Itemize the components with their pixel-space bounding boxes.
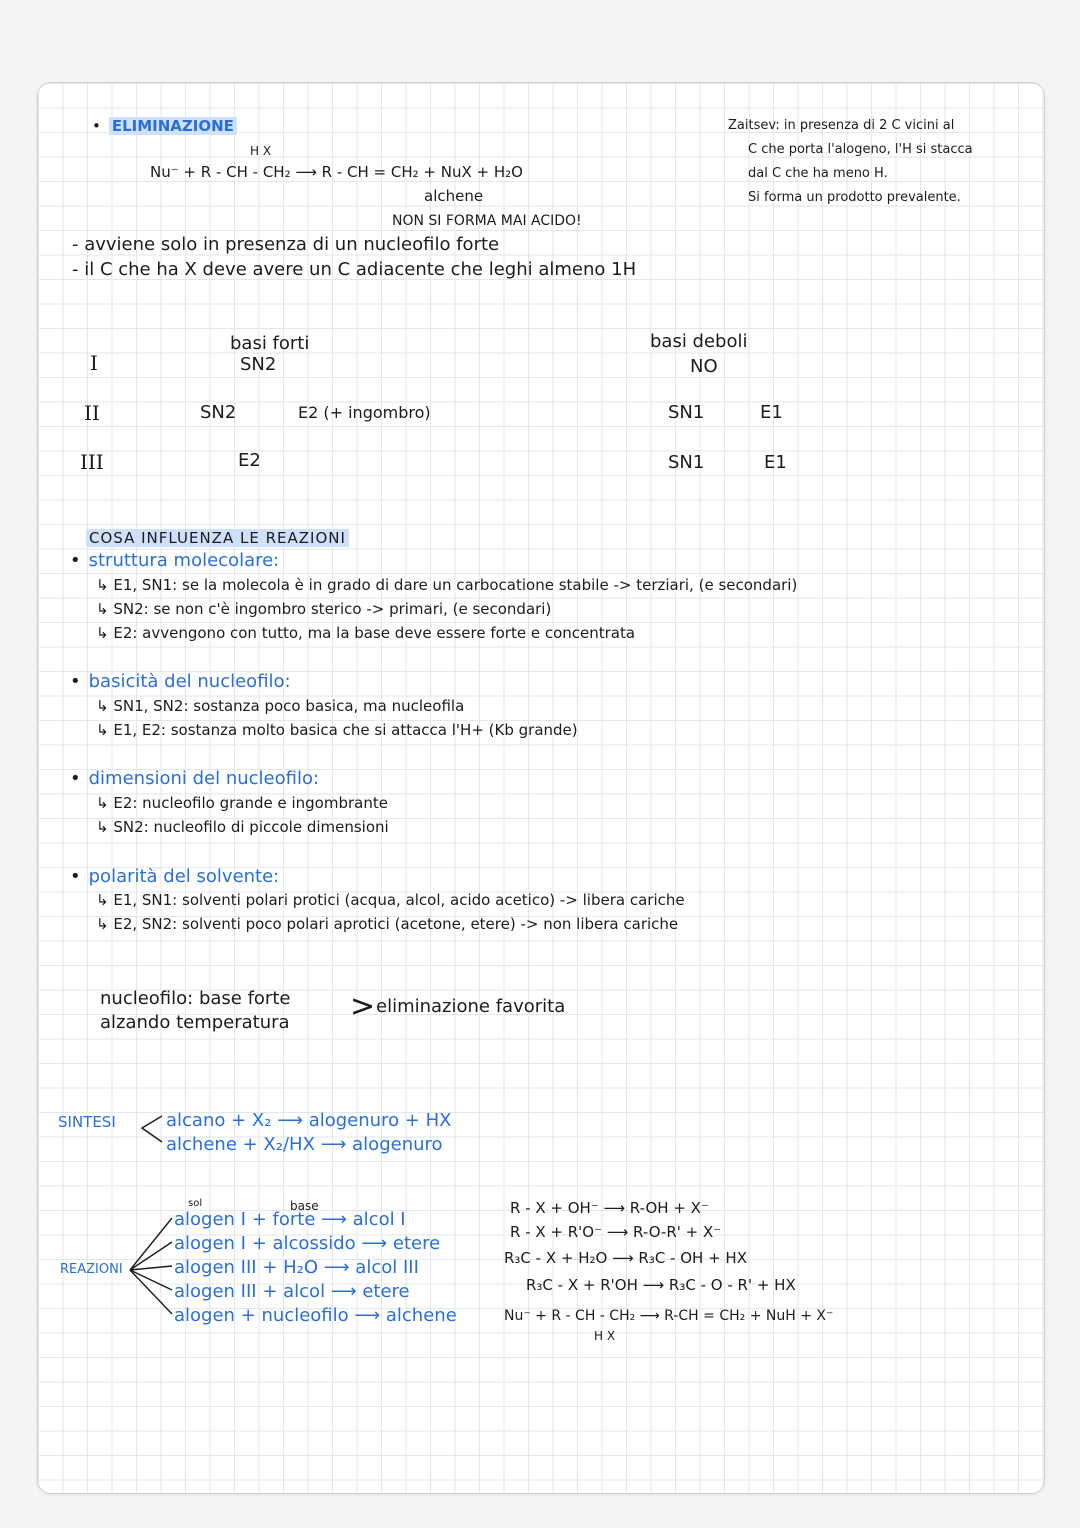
tertiary-weak-sn1: SN1 [668, 452, 705, 473]
sintesi-label: SINTESI [58, 1113, 116, 1131]
elimination-reaction: Nu⁻ + R - CH - CH₂ ⟶ R - CH = CH₂ + NuX + H₂O [150, 163, 523, 181]
equation-1: R - X + OH⁻ ⟶ R-OH + X⁻ [510, 1199, 709, 1217]
equation-4: R₃C - X + R'OH ⟶ R₃C - O - R' + HX [526, 1276, 796, 1294]
basicity-heading: • basicità del nucleofilo: [70, 671, 291, 693]
size-heading: • dimensioni del nucleofilo: [70, 768, 319, 790]
row-label-primary: I [90, 351, 98, 375]
equation-5: Nu⁻ + R - CH - CH₂ ⟶ R-CH = CH₂ + NuH + X⁻ [504, 1308, 834, 1324]
polarity-line-1: ↳ E1, SN1: solventi polari protici (acqua, alcol, acido acetico) -> libera cariche [96, 891, 685, 909]
reazioni-line-1: alogen I + forte ⟶ alcol I [174, 1209, 406, 1230]
primary-strong-sn2: SN2 [240, 354, 277, 375]
structure-line-3: ↳ E2: avvengono con tutto, ma la base deve essere forte e concentrata [96, 624, 636, 642]
equation-3: R₃C - X + H₂O ⟶ R₃C - OH + HX [504, 1249, 747, 1267]
size-line-1: ↳ E2: nucleofilo grande e ingombrante [96, 794, 388, 812]
structure-line-1: ↳ E1, SN1: se la molecola è in grado di dare un carbocatione stabile -> terziari, (e secondari) [96, 576, 798, 594]
reazioni-line-3: alogen III + H₂O ⟶ alcol III [174, 1257, 419, 1278]
polarity-heading: • polarità del solvente: [70, 866, 279, 888]
sintesi-line-1: alcano + X₂ ⟶ alogenuro + HX [166, 1110, 452, 1131]
equation-5-substituents: H X [594, 1329, 616, 1343]
structure-heading: • struttura molecolare: [70, 550, 279, 572]
weak-bases-title: basi deboli [650, 331, 748, 352]
structure-line-2: ↳ SN2: se non c'è ingombro sterico -> primari, (e secondari) [96, 600, 552, 618]
annotation-sol: sol [188, 1198, 203, 1209]
favor-line-2: alzando temperatura [100, 1012, 290, 1033]
secondary-strong-sn2: SN2 [200, 402, 237, 423]
reaction-substituents: H X [250, 144, 272, 158]
strong-bases-title: basi forti [230, 333, 310, 354]
greater-than-sign: > [350, 989, 376, 1024]
basicity-line-2: ↳ E1, E2: sostanza molto basica che si attacca l'H+ (Kb grande) [96, 721, 578, 739]
rule-nucleophile: - avviene solo in presenza di un nucleofilo forte [72, 234, 500, 255]
reazioni-line-2: alogen I + alcossido ⟶ etere [174, 1233, 441, 1254]
primary-weak-no: NO [690, 356, 718, 377]
equation-2: R - X + R'O⁻ ⟶ R-O-R' + X⁻ [510, 1223, 722, 1241]
favor-result: eliminazione favorita [376, 996, 566, 1017]
row-label-secondary: II [84, 401, 100, 425]
zaitsev-line-1: Zaitsev: in presenza di 2 C vicini al [728, 118, 955, 133]
warning-note: NON SI FORMA MAI ACIDO! [392, 213, 582, 229]
favor-line-1: nucleofilo: base forte [100, 988, 291, 1009]
elimination-title: • ELIMINAZIONE [92, 117, 237, 135]
reazioni-line-5: alogen + nucleofilo ⟶ alchene [174, 1305, 457, 1326]
sintesi-line-2: alchene + X₂/HX ⟶ alogenuro [166, 1134, 443, 1155]
secondary-weak-e1: E1 [760, 402, 783, 423]
zaitsev-line-3: dal C che ha meno H. [748, 166, 888, 181]
tertiary-weak-e1: E1 [764, 452, 787, 473]
secondary-weak-sn1: SN1 [668, 402, 705, 423]
annotation-base: base [290, 1199, 319, 1213]
rule-adjacent-h: - il C che ha X deve avere un C adiacente che leghi almeno 1H [72, 259, 637, 280]
basicity-line-1: ↳ SN1, SN2: sostanza poco basica, ma nucleofila [96, 697, 465, 715]
reazioni-line-4: alogen III + alcol ⟶ etere [174, 1281, 410, 1302]
product-label: alchene [424, 187, 484, 205]
reazioni-label: REAZIONI [60, 1262, 123, 1277]
zaitsev-line-4: Si forma un prodotto prevalente. [748, 190, 961, 205]
reazioni-brace [124, 1208, 174, 1328]
influence-title: COSA INFLUENZA LE REAZIONI [86, 529, 349, 547]
row-label-tertiary: III [80, 450, 104, 474]
size-line-2: ↳ SN2: nucleofilo di piccole dimensioni [96, 818, 389, 836]
tertiary-strong-e2: E2 [238, 450, 261, 471]
zaitsev-line-2: C che porta l'alogeno, l'H si stacca [748, 142, 973, 157]
polarity-line-2: ↳ E2, SN2: solventi poco polari aprotici (acetone, etere) -> non libera cariche [96, 915, 679, 933]
secondary-strong-e2: E2 (+ ingombro) [298, 403, 431, 422]
